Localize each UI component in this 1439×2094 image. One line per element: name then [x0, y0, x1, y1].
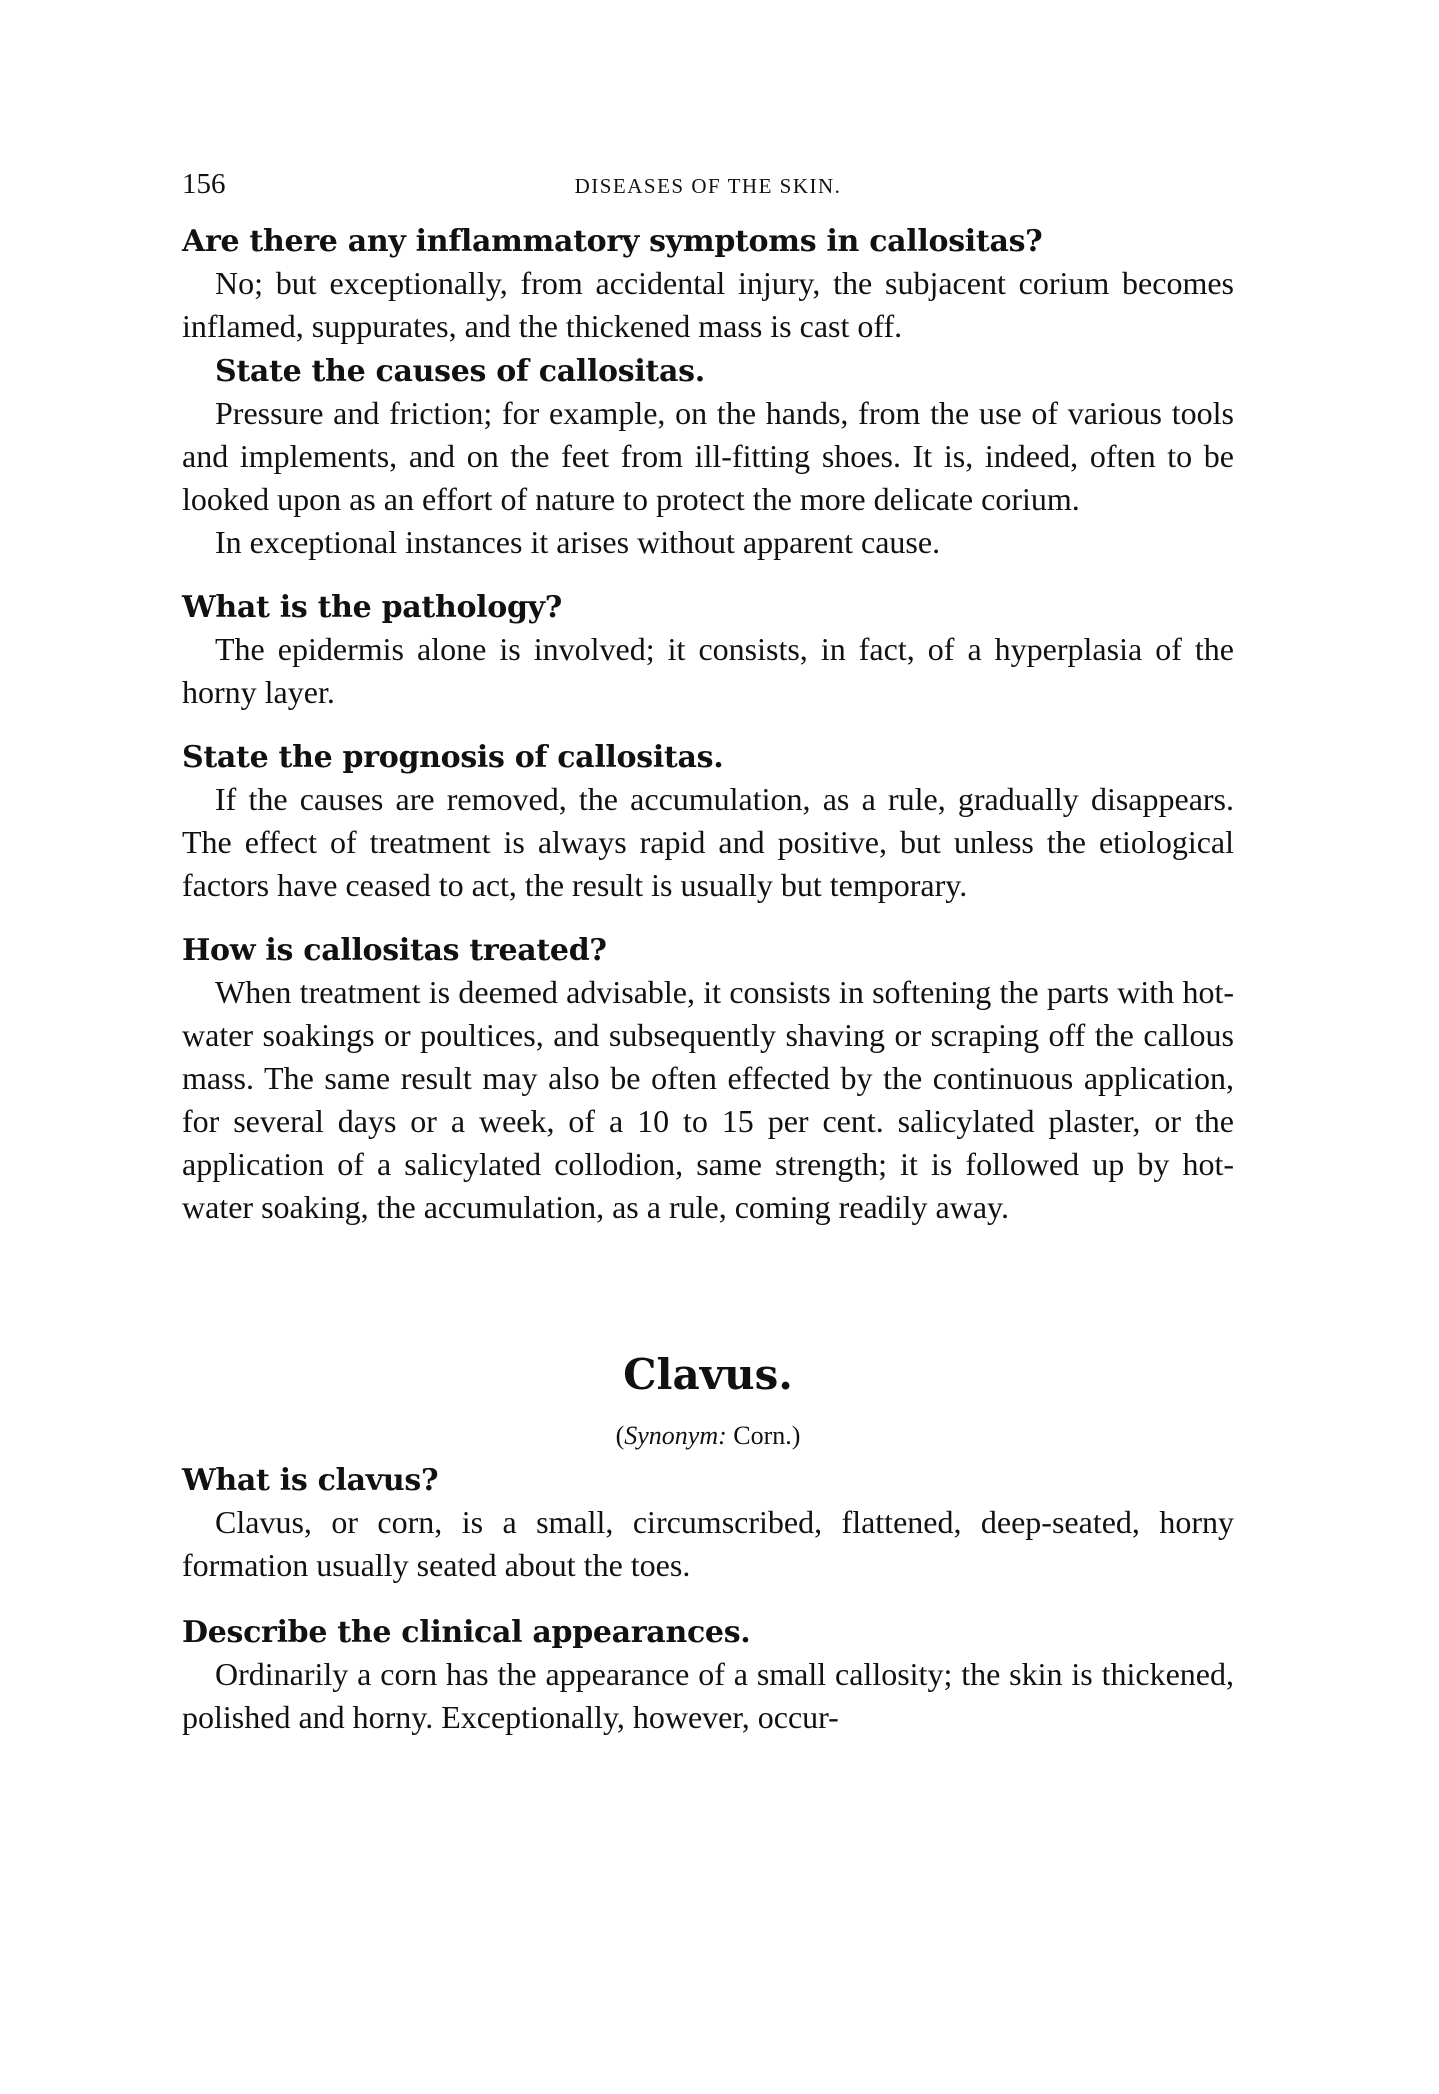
question-heading: State the causes of callositas.: [215, 354, 705, 389]
chapter-clavus: [182, 1347, 1234, 1739]
running-title: DISEASES OF THE SKIN.: [574, 174, 842, 198]
synonym-line: (Synonym: Corn.): [615, 1421, 801, 1450]
qa-prognosis: [182, 738, 1234, 907]
answer-paragraph: The epidermis alone is involved; it consists, in fact, of a hyperplasia of the horny layer.: [182, 631, 1234, 710]
answer-paragraph: When treatment is deemed advisable, it consists in softening the parts with hot-water soakings or poultices, and subsequently shaving or scraping off the callous mass. The same result may also be often effected by the continuous application, for several days or a week, of a 10 to 15 per cent. salicylated plaster, or the application of a salicylated collodion, same strength; it is followed up by hot-water soaking, the accumulation, as a rule, coming readily away.: [182, 974, 1234, 1225]
answer-paragraph: If the causes are removed, the accumulation, as a rule, gradually disappears. The effect of treatment is always rapid and positive, but unless the etiological factors have ceased to act, the result is usually but temporary.: [182, 781, 1234, 903]
question-heading: How is callositas treated?: [182, 933, 607, 968]
qa-clinical-appearances: [182, 1613, 1234, 1739]
question-heading: State the prognosis of callositas.: [182, 740, 724, 775]
answer-paragraph: Ordinarily a corn has the appearance of a small callosity; the skin is thickened, polished and horny. Exceptionally, however, occur-: [182, 1656, 1234, 1735]
question-heading: Describe the clinical appearances.: [182, 1615, 751, 1650]
answer-paragraph: No; but exceptionally, from accidental injury, the subjacent corium becomes inflamed, suppurates, and the thickened mass is cast off.: [182, 265, 1234, 344]
qa-inflammatory-symptoms: [182, 222, 1234, 348]
qa-what-is-clavus: [182, 1461, 1234, 1587]
synonym-label: Synonym:: [624, 1421, 727, 1450]
qa-pathology: [182, 588, 1234, 714]
synonym-value: Corn.: [733, 1421, 792, 1450]
question-heading: Are there any inflammatory symptoms in callositas?: [182, 224, 1043, 259]
answer-paragraph: Clavus, or corn, is a small, circumscribed, flattened, deep-seated, horny formation usually seated about the toes.: [182, 1504, 1234, 1583]
page-number: 156: [182, 168, 226, 200]
answer-paragraph: In exceptional instances it arises without apparent cause.: [215, 524, 941, 560]
qa-treatment: [182, 931, 1234, 1229]
question-heading: What is clavus?: [182, 1463, 439, 1498]
book-page: [182, 150, 1234, 1739]
answer-paragraph: Pressure and friction; for example, on the hands, from the use of various tools and implements, and on the feet from ill-fitting shoes. It is, indeed, often to be looked upon as an effort of nature to protect the more delicate corium.: [182, 395, 1234, 517]
running-head: [182, 150, 1234, 200]
qa-causes: [182, 352, 1234, 564]
chapter-title: Clavus.: [623, 1350, 793, 1399]
question-heading: What is the pathology?: [182, 590, 563, 625]
